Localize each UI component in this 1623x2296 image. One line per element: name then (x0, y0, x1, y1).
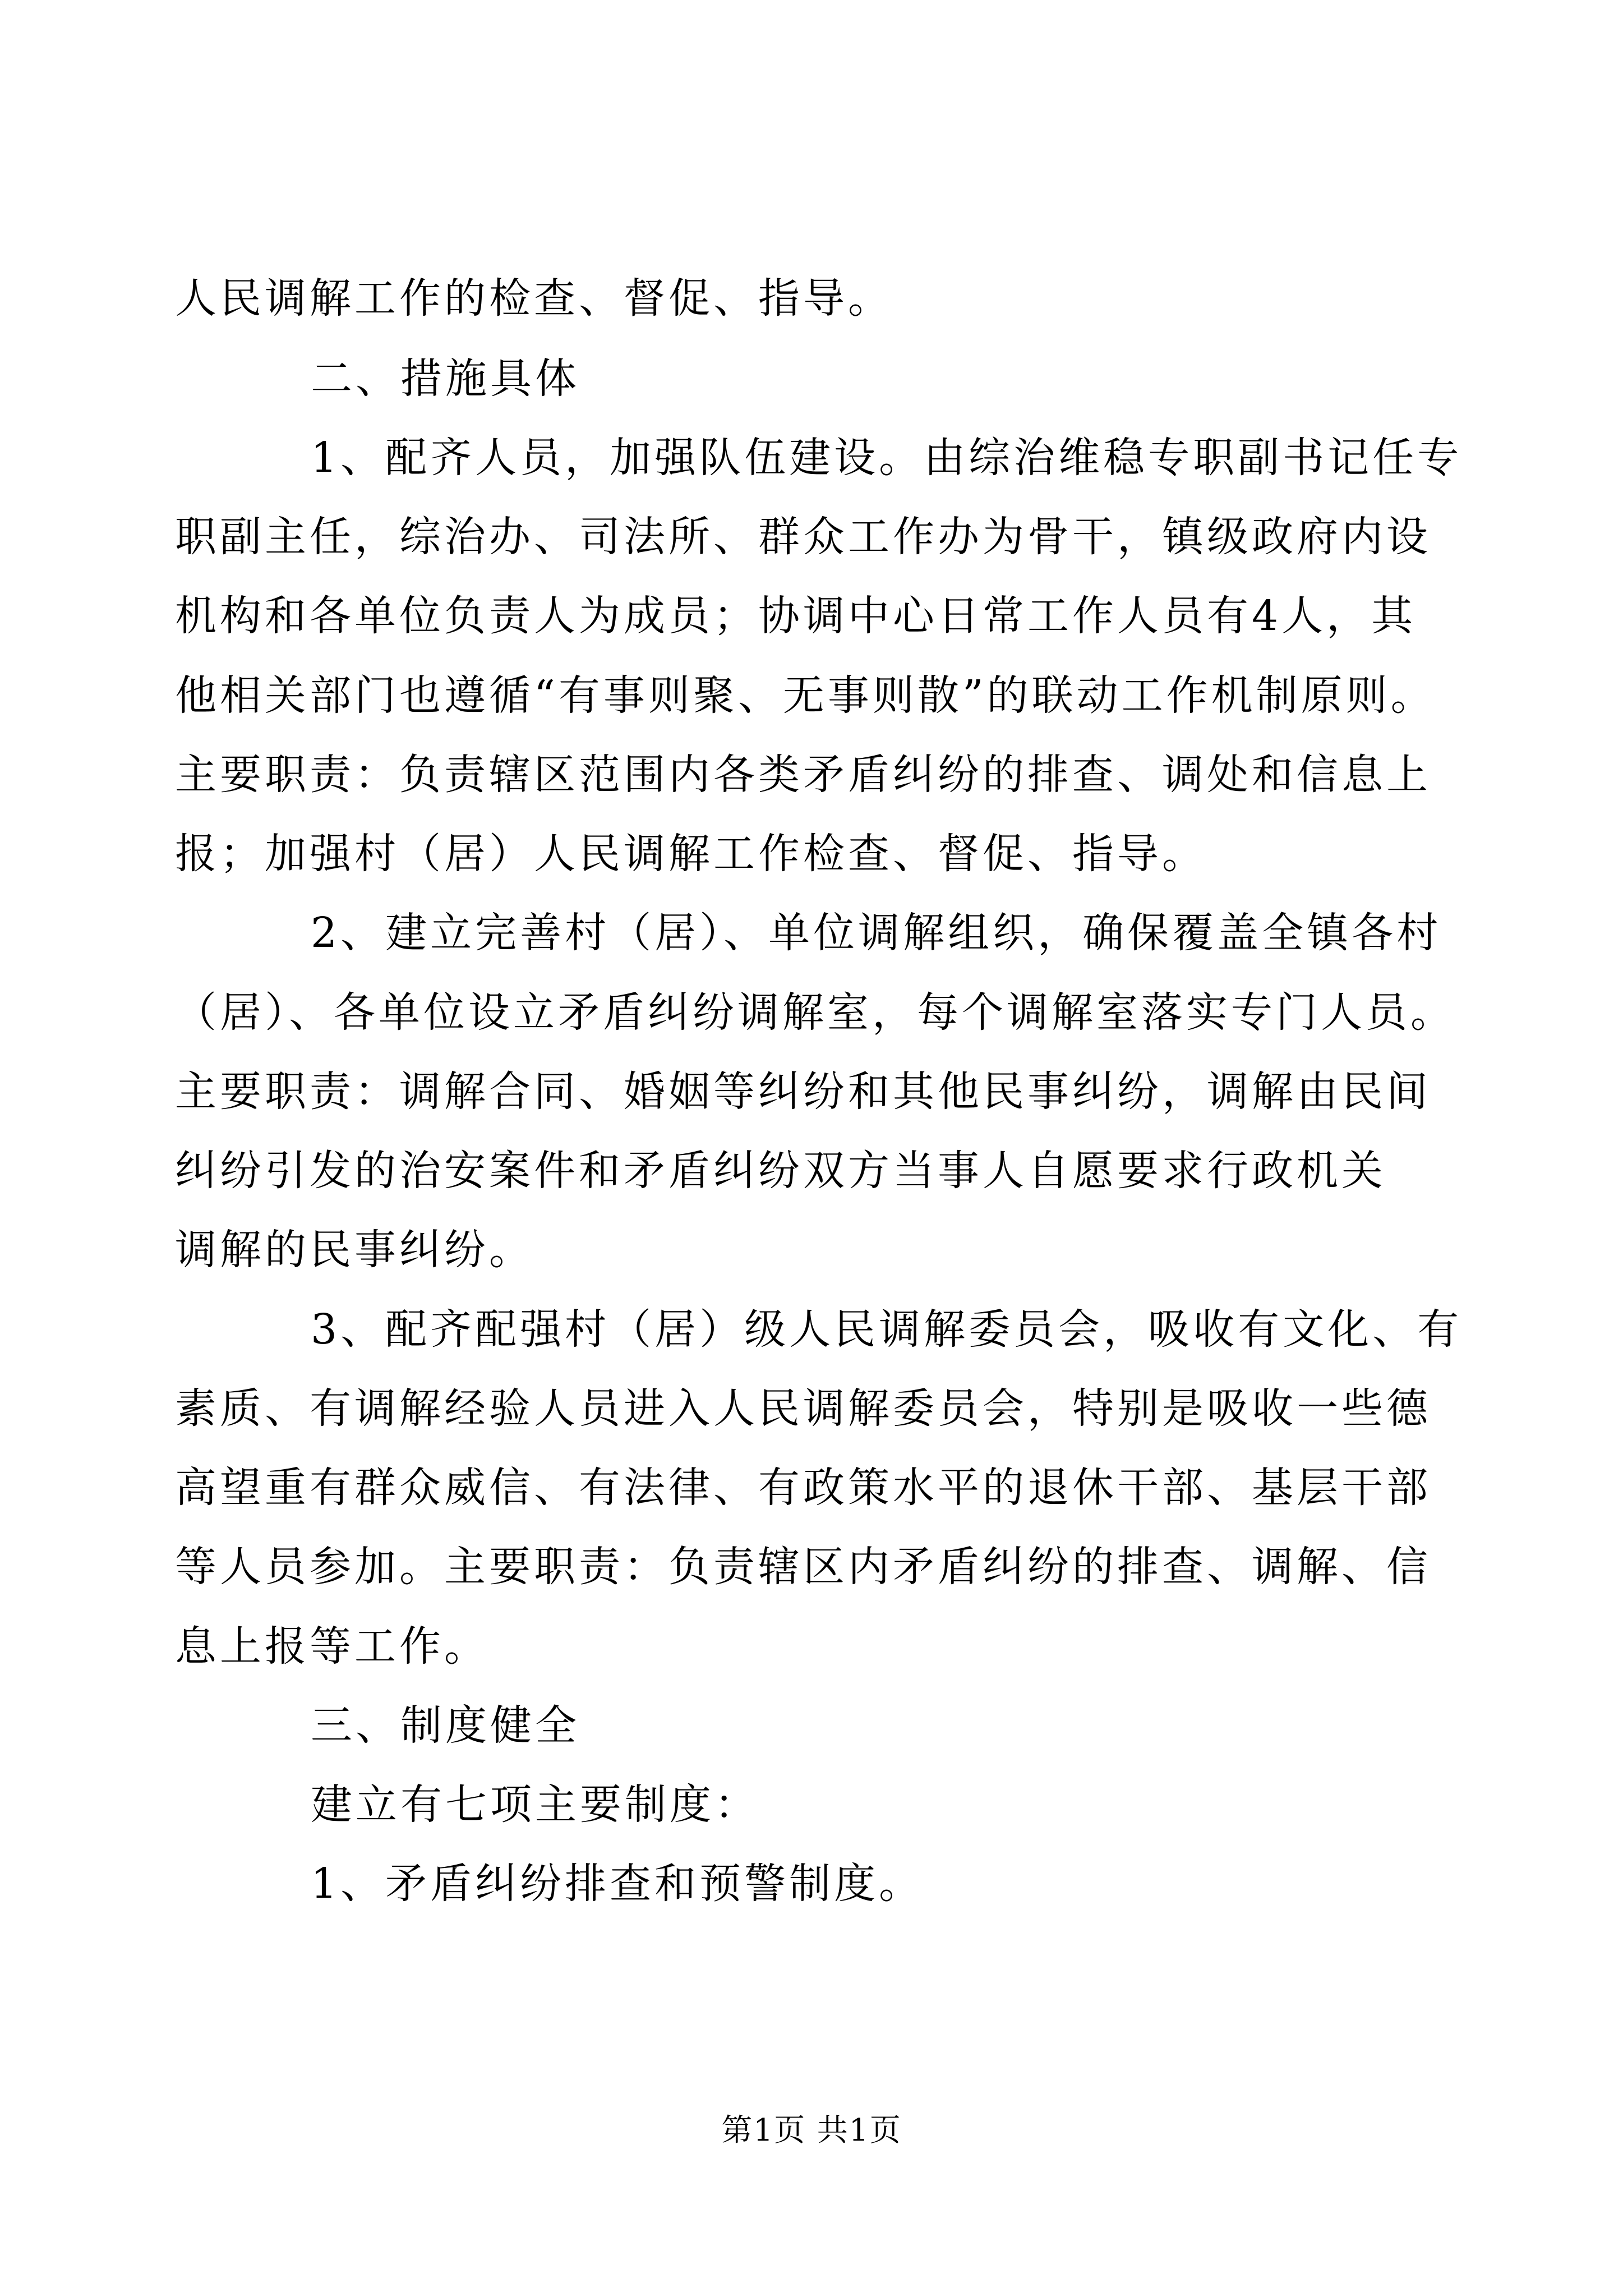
body-text-line: 调解的民事纠纷。 (175, 1226, 534, 1274)
body-text-line: （居）、各单位设立矛盾纠纷调解室，每个调解室落实专门人员。 (175, 988, 1455, 1037)
paragraph-start-line: 2、建立完善村（居）、单位调解组织，确保覆盖全镇各村 (311, 909, 1442, 957)
body-text-line: 机构和各单位负责人为成员；协调中心日常工作人员有4人，其 (175, 592, 1417, 640)
body-text-line: 等人员参加。主要职责：负责辖区内矛盾纠纷的排查、调解、信 (175, 1543, 1431, 1591)
section-heading: 三、制度健全 (311, 1701, 580, 1750)
body-text-line: 素质、有调解经验人员进入人民调解委员会，特别是吸收一些德 (175, 1384, 1431, 1433)
body-text-line: 息上报等工作。 (175, 1622, 489, 1671)
body-text-line: 人民调解工作的检查、督促、指导。 (175, 274, 893, 323)
paragraph-start-line: 1、矛盾纠纷排查和预警制度。 (311, 1860, 924, 1908)
body-text-line: 主要职责：调解合同、婚姻等纠纷和其他民事纠纷，调解由民间 (175, 1068, 1431, 1116)
page-footer: 第1页 共1页 (721, 2112, 902, 2148)
body-text-line: 他相关部门也遵循“有事则聚、无事则散”的联动工作机制原则。 (175, 671, 1436, 720)
body-text-line: 报；加强村（居）人民调解工作检查、督促、指导。 (175, 830, 1207, 878)
paragraph-start-line: 1、配齐人员，加强队伍建设。由综治维稳专职副书记任专 (311, 434, 1463, 482)
body-text-line: 职副主任，综治办、司法所、群众工作办为骨干，镇级政府内设 (175, 513, 1431, 561)
body-text-line: 主要职责：负责辖区范围内各类矛盾纠纷的排查、调处和信息上 (175, 751, 1431, 799)
body-text-line: 纠纷引发的治安案件和矛盾纠纷双方当事人自愿要求行政机关 (175, 1147, 1386, 1195)
paragraph-start-line: 3、配齐配强村（居）级人民调解委员会，吸收有文化、有 (311, 1305, 1463, 1354)
body-text-line: 高望重有群众威信、有法律、有政策水平的退休干部、基层干部 (175, 1464, 1431, 1512)
section-heading: 二、措施具体 (311, 355, 580, 403)
paragraph-start-line: 建立有七项主要制度： (311, 1780, 759, 1829)
